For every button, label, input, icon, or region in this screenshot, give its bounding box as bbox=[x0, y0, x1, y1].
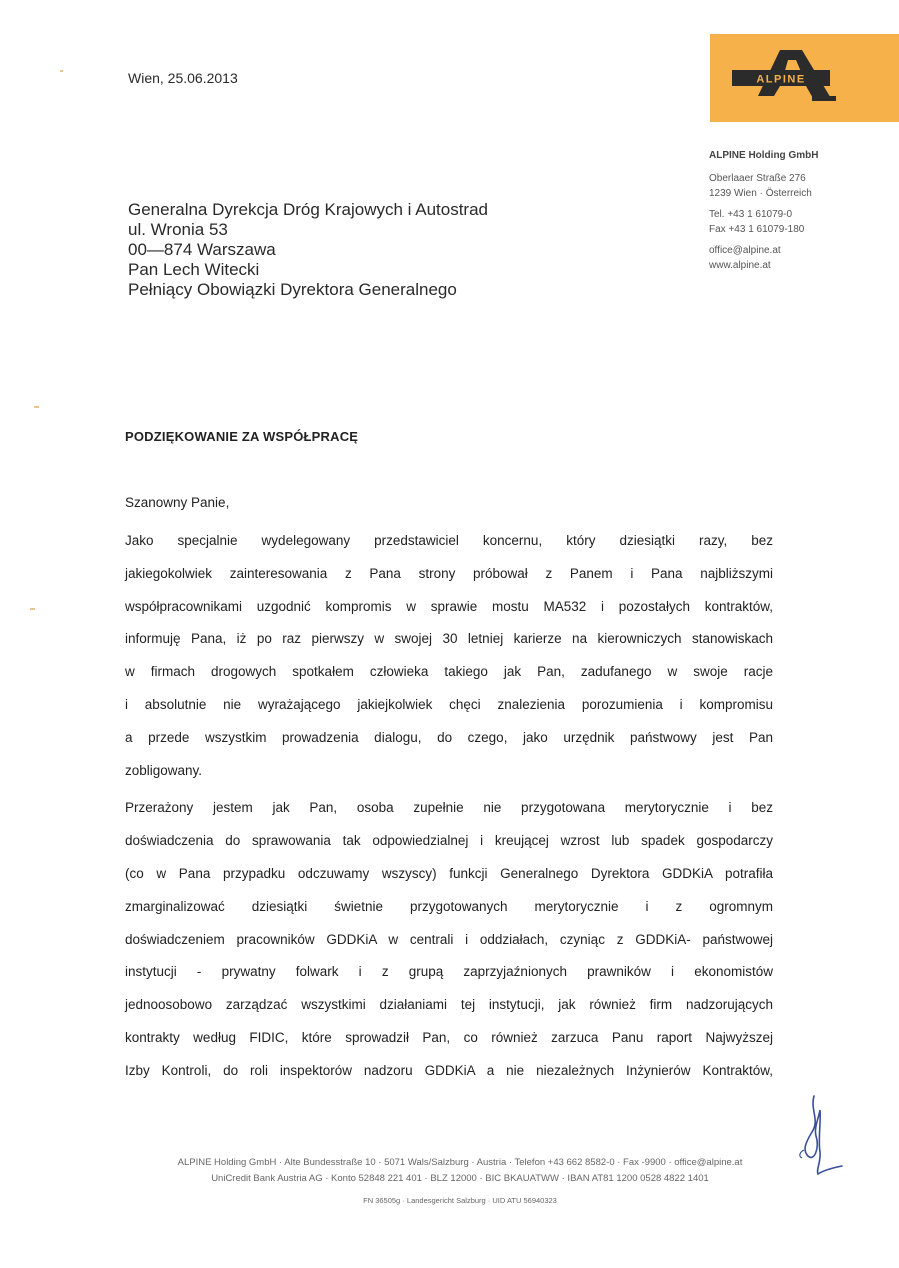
sender-web: www.alpine.at bbox=[709, 260, 771, 271]
body-line: jednoosobowo zarządzać wszystkimi działaniami tej instytucji, jak również firm nadzorujących bbox=[125, 997, 773, 1013]
letter-footer bbox=[110, 1155, 810, 1209]
letter-date: Wien, 25.06.2013 bbox=[128, 70, 238, 86]
body-line: Izby Kontroli, do roli inspektorów nadzoru GDDKiA a nie niezależnych Inżynierów Kontraktów, bbox=[125, 1062, 773, 1078]
recipient-line: 00—874 Warszawa bbox=[128, 240, 276, 259]
sender-tel: Tel. +43 1 61079-0 bbox=[709, 209, 793, 220]
footer-line: ALPINE Holding GmbH · Alte Bundesstraße 10 · 5071 Wals/Salzburg · Austria · Telefon +43 662 8582-0 · Fax -9900 · office@alpine.at bbox=[177, 1157, 743, 1168]
body-line: kontrakty według FIDIC, które sprowadził Pan, co również zarzuca Panu raport Najwyższej bbox=[125, 1029, 773, 1045]
body-line: w firmach drogowych spotkałem człowieka takiego jak Pan, zadufanego w swoje racje bbox=[125, 664, 773, 680]
alpine-logo bbox=[710, 34, 899, 122]
body-line: (co w Pana przypadku odczuwamy wszyscy) funkcji Generalnego Dyrektora GDDKiA potrafiła bbox=[125, 865, 773, 881]
letter-subject: PODZIĘKOWANIE ZA WSPÓŁPRACĘ bbox=[125, 429, 359, 444]
body-line: jakiegokolwiek zainteresowania z Pana strony próbował z Panem i Pana najbliższymi bbox=[125, 565, 773, 581]
body-line: informuję Pana, iż po raz pierwszy w swojej 30 letniej karierze na kierowniczych stanowiskach bbox=[125, 631, 773, 647]
footer-line: UniCredit Bank Austria AG · Konto 52848 221 401 · BLZ 12000 · BIC BKAUATWW · IBAN AT81 1200 0528 4822 1401 bbox=[211, 1173, 709, 1184]
scan-speck bbox=[30, 608, 35, 610]
body-line: instytucji - prywatny folwark i z grupą zaprzyjaźnionych prawników i ekonomistów bbox=[125, 964, 773, 980]
sender-city: 1239 Wien · Österreich bbox=[709, 188, 812, 199]
recipient-line: Generalna Dyrekcja Dróg Krajowych i Autostrad bbox=[128, 200, 488, 219]
body-line: zobligowany. bbox=[125, 762, 203, 778]
footer-registration: FN 36505g · Landesgericht Salzburg · UID ATU 56940323 bbox=[363, 1196, 557, 1205]
sender-email: office@alpine.at bbox=[709, 245, 781, 256]
logo-text: ALPINE bbox=[756, 73, 806, 86]
recipient-line: Pełniący Obowiązki Dyrektora Generalnego bbox=[128, 280, 457, 299]
body-line: zmarginalizować dziesiątki świetnie przygotowanych merytorycznie i z ogromnym bbox=[125, 898, 773, 914]
sender-fax: Fax +43 1 61079-180 bbox=[709, 224, 805, 235]
body-line: doświadczenia do sprawowania tak odpowiedzialnej i kreującej wzrost lub spadek gospodarczy bbox=[125, 833, 773, 849]
paragraph-1 bbox=[125, 525, 773, 787]
body-line: Przerażony jestem jak Pan, osoba zupełnie nie przygotowana merytorycznie i bez bbox=[125, 800, 773, 816]
sender-company: ALPINE Holding GmbH bbox=[709, 150, 819, 161]
scan-speck bbox=[60, 70, 63, 72]
sender-street: Oberlaaer Straße 276 bbox=[709, 173, 806, 184]
scan-speck bbox=[34, 406, 39, 408]
recipient-line: ul. Wronia 53 bbox=[128, 220, 228, 239]
sender-phone bbox=[709, 207, 818, 237]
alpine-logo-icon bbox=[710, 34, 899, 122]
sender-contact bbox=[709, 243, 818, 273]
body-line: doświadczeniem pracowników GDDKiA w centrali i oddziałach, czyniąc z GDDKiA- państwowej bbox=[125, 931, 773, 947]
sender-address bbox=[709, 171, 818, 201]
letter-body bbox=[125, 525, 773, 1093]
body-line: współpracownikami uzgodnić kompromis w sprawie mostu MA532 i pozostałych kontraktów, bbox=[125, 598, 773, 614]
body-line: Jako specjalnie wydelegowany przedstawiciel koncernu, który dziesiątki razy, bez bbox=[125, 533, 773, 548]
paragraph-2 bbox=[125, 792, 773, 1087]
sender-block bbox=[709, 148, 818, 279]
recipient-block bbox=[128, 200, 488, 300]
body-line: i absolutnie nie wyrażającego jakiejkolwiek chęci znalezienia porozumienia i kompromisu bbox=[125, 696, 773, 712]
body-line: a przede wszystkim prowadzenia dialogu, do czego, jako urzędnik państwowy jest Pan bbox=[125, 729, 773, 745]
salutation: Szanowny Panie, bbox=[125, 495, 230, 510]
recipient-line: Pan Lech Witecki bbox=[128, 260, 260, 279]
